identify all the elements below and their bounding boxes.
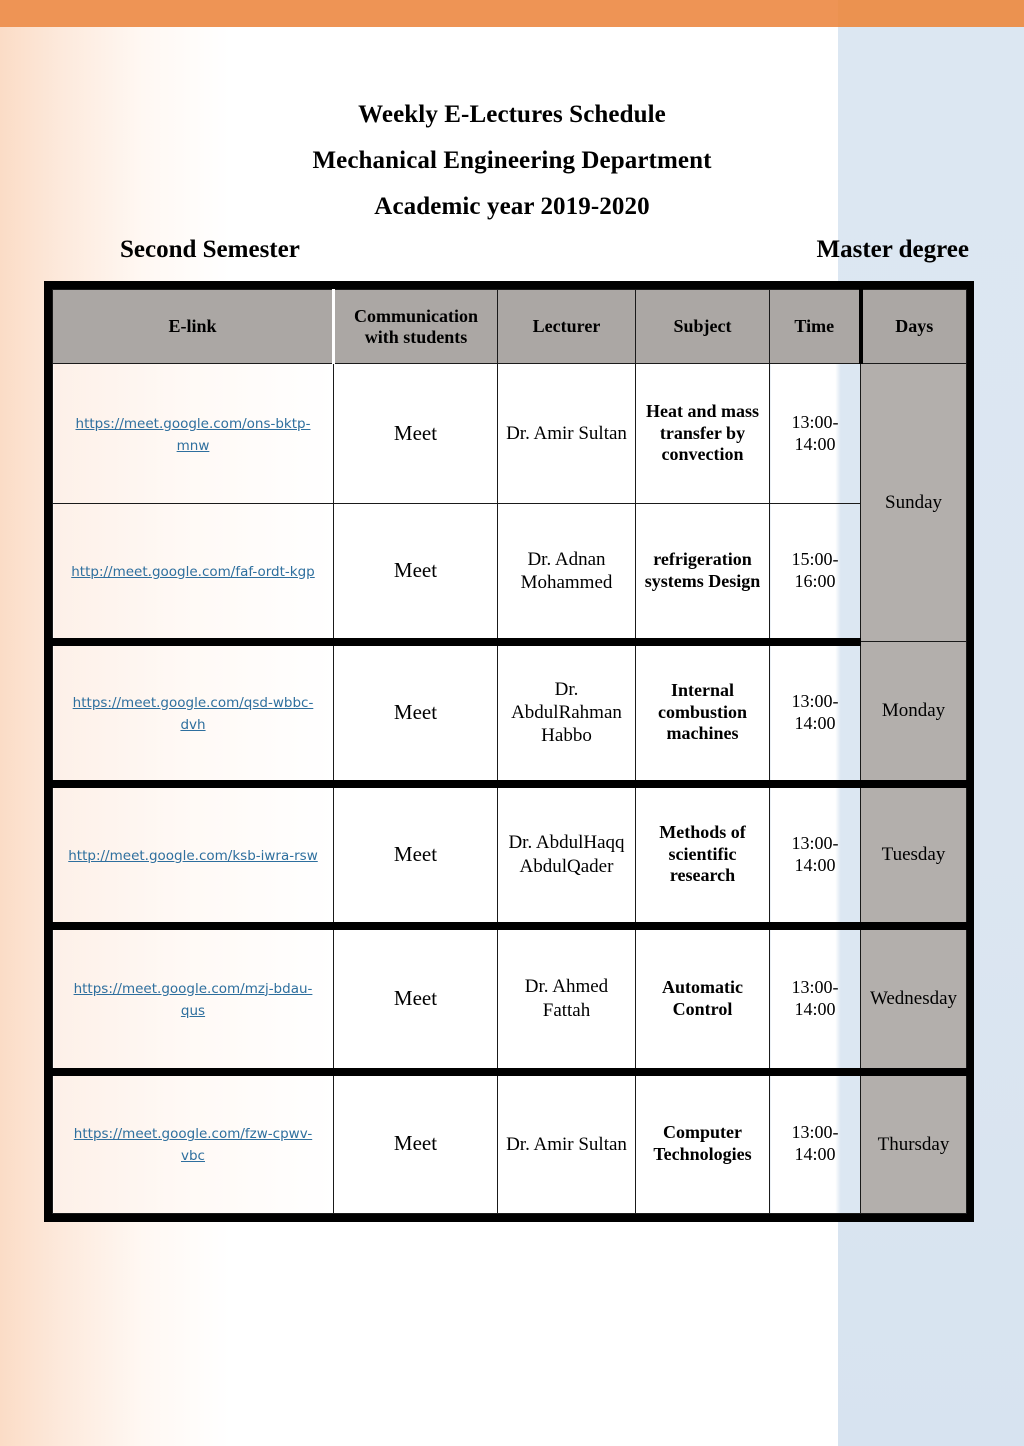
cell-communication: Meet [334, 642, 498, 784]
cell-time: 15:00-16:00 [770, 504, 861, 642]
cell-subject: Heat and mass transfer by convection [636, 364, 770, 504]
title-line-3: Academic year 2019-2020 [374, 193, 650, 220]
table-row [53, 1072, 967, 1214]
meet-link[interactable]: https://meet.google.com/mzj-bdau-qus [73, 980, 313, 1019]
cell-day: Wednesday [861, 926, 967, 1072]
table-row [53, 784, 967, 926]
column-header-days: Days [861, 290, 967, 364]
cell-elink[interactable] [53, 642, 334, 784]
cell-time: 13:00-14:00 [770, 784, 861, 926]
cell-day: Monday [861, 642, 967, 784]
column-header-time: Time [770, 290, 861, 364]
cell-time: 13:00-14:00 [770, 642, 861, 784]
column-header-communication: Communication with students [334, 290, 498, 364]
cell-day: Thursday [861, 1072, 967, 1214]
title-block [0, 92, 1024, 230]
cell-lecturer: Dr. Amir Sultan [498, 364, 636, 504]
table-row [53, 926, 967, 1072]
cell-time: 13:00-14:00 [770, 364, 861, 504]
cell-communication: Meet [334, 364, 498, 504]
cell-communication: Meet [334, 784, 498, 926]
table-header [53, 290, 967, 364]
cell-elink[interactable] [53, 926, 334, 1072]
cell-subject: Automatic Control [636, 926, 770, 1072]
column-header-lecturer: Lecturer [498, 290, 636, 364]
meet-link[interactable]: https://meet.google.com/fzw-cpwv-vbc [73, 1126, 313, 1165]
cell-subject: Computer Technologies [636, 1072, 770, 1214]
title-line-1: Weekly E-Lectures Schedule [358, 101, 666, 128]
cell-lecturer: Dr. AbdulHaqq AbdulQader [498, 784, 636, 926]
meet-link[interactable]: https://meet.google.com/qsd-wbbc-dvh [72, 694, 314, 733]
subtitle-row [120, 236, 969, 264]
meet-link[interactable]: https://meet.google.com/ons-bktp-mnw [75, 415, 311, 454]
table-row [53, 364, 967, 504]
cell-elink[interactable] [53, 504, 334, 642]
cell-subject: Internal combustion machines [636, 642, 770, 784]
cell-time: 13:00-14:00 [770, 926, 861, 1072]
title-line-2: Mechanical Engineering Department [312, 147, 712, 174]
column-header-elink: E-link [53, 290, 334, 364]
column-header-subject: Subject [636, 290, 770, 364]
cell-day: Sunday [861, 364, 967, 642]
table-header-row [53, 290, 967, 364]
cell-lecturer: Dr. Adnan Mohammed [498, 504, 636, 642]
schedule-table-container [44, 281, 974, 1222]
cell-elink[interactable] [53, 1072, 334, 1214]
schedule-table [52, 289, 967, 1214]
cell-time: 13:00-14:00 [770, 1072, 861, 1214]
meet-link[interactable]: http://meet.google.com/ksb-iwra-rsw [68, 847, 318, 864]
semester-label: Second Semester [120, 236, 300, 263]
cell-day: Tuesday [861, 784, 967, 926]
cell-lecturer: Dr. Amir Sultan [498, 1072, 636, 1214]
table-row [53, 642, 967, 784]
cell-lecturer: Dr. Ahmed Fattah [498, 926, 636, 1072]
table-row [53, 504, 967, 642]
degree-label: Master degree [816, 236, 969, 263]
cell-communication: Meet [334, 504, 498, 642]
cell-subject: Methods of scientific research [636, 784, 770, 926]
table-body [53, 364, 967, 1214]
meet-link[interactable]: http://meet.google.com/faf-ordt-kgp [71, 563, 315, 580]
cell-communication: Meet [334, 926, 498, 1072]
cell-communication: Meet [334, 1072, 498, 1214]
cell-elink[interactable] [53, 364, 334, 504]
cell-subject: refrigeration systems Design [636, 504, 770, 642]
cell-elink[interactable] [53, 784, 334, 926]
cell-lecturer: Dr. AbdulRahman Habbo [498, 642, 636, 784]
